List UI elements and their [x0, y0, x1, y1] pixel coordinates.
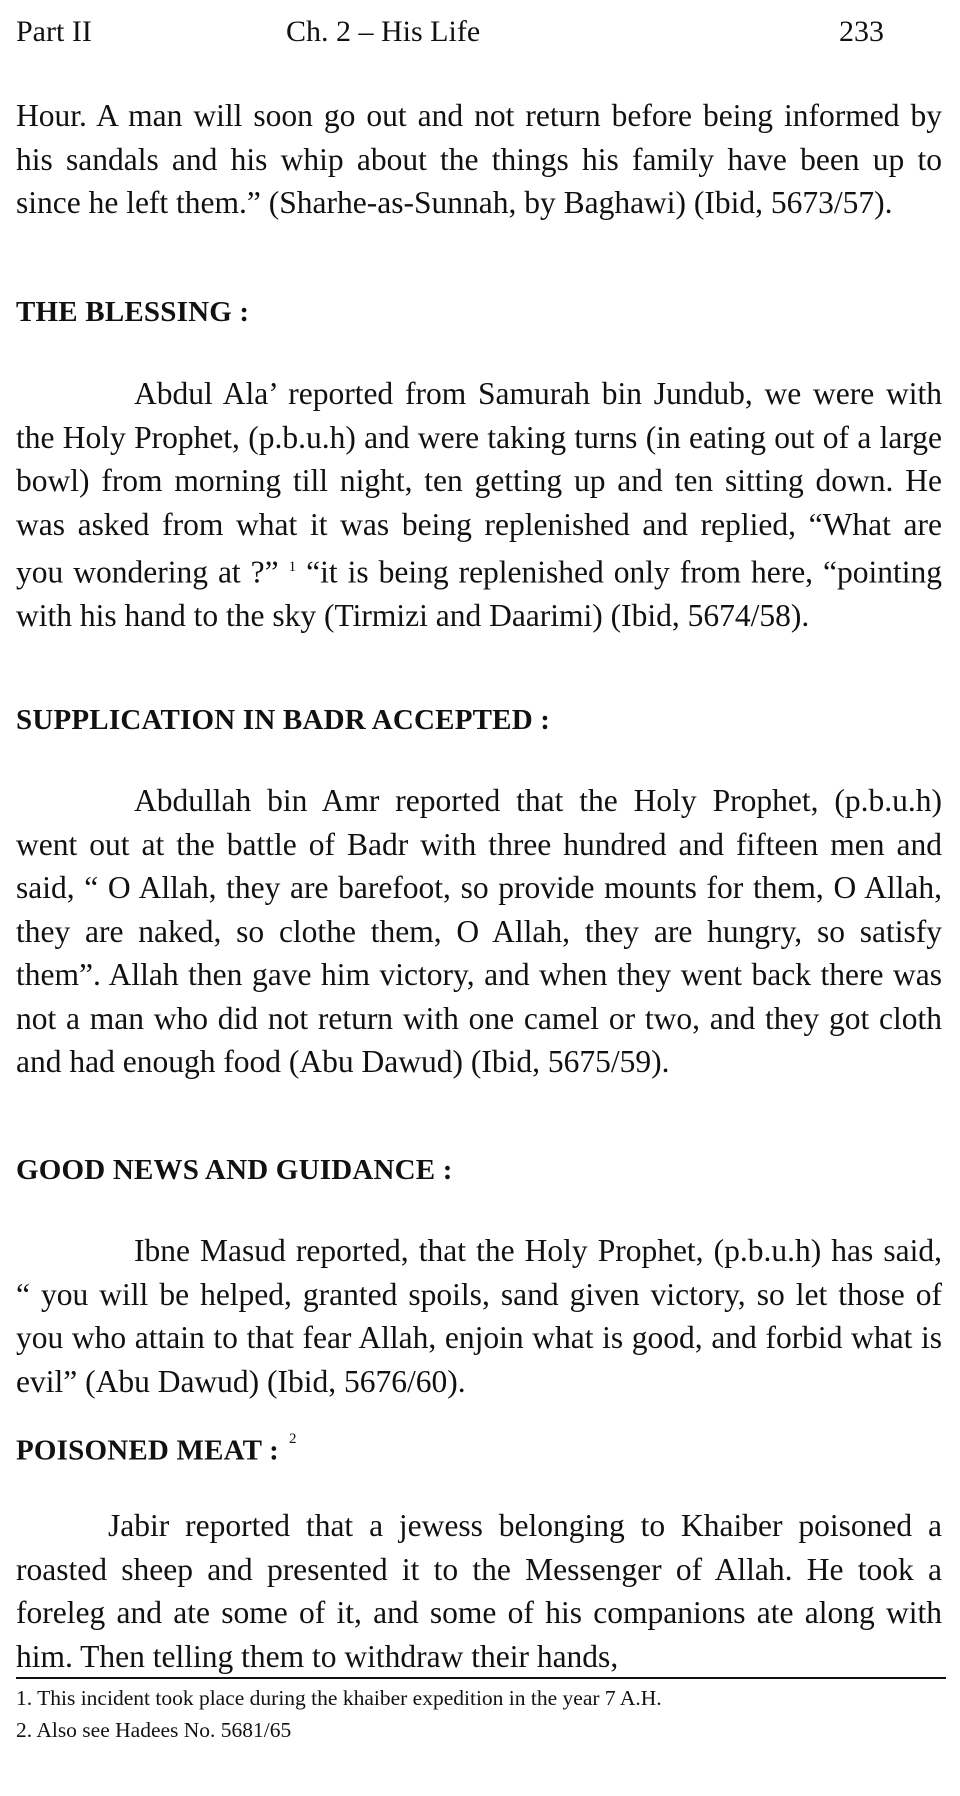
intro-paragraph: Hour. A man will soon go out and not return before being informed by his sandals and his whip about the things his family have been up to since he left them.” (Sharhe-as-Sunnah, by Baghawi) (Ibid, 5673/57). [16, 98, 942, 220]
section-heading-blessing: THE BLESSING : [16, 296, 250, 328]
heading-text: POISONED MEAT : [16, 1434, 279, 1467]
section-paragraph-good-news: Ibne Masud reported, that the Holy Prophet, (p.b.u.h) has said, “ you will be helped, granted spoils, sand given victory, so let those of you who attain to that fear Allah, enjoin what is good, and forbid what is evil” (Abu Dawud) (Ibid, 5676/60). [16, 1233, 942, 1399]
section-paragraph-badr: Abdullah bin Amr reported that the Holy Prophet, (p.b.u.h) went out at the battle of Badr with three hundred and fifteen men and said, “ O Allah, they are barefoot, so provide mounts for them, O Allah, they are naked, so clothe them, O Allah, they are hungry, so satisfy them”. Allah then gave him victory, and when they went back there was not a man who did not return with one camel or two, and they got cloth and had enough food (Abu Dawud) (Ibid, 5675/59). [16, 783, 942, 1079]
page-number: 233 [839, 15, 884, 48]
section-heading-good-news: GOOD NEWS AND GUIDANCE : [16, 1154, 453, 1186]
footnote-ref: 2 [288, 1431, 297, 1447]
footnote-2: 2. Also see Hadees No. 5681/65 [16, 1718, 292, 1742]
section-paragraph-poisoned-meat: Jabir reported that a jewess belonging to Khaiber poisoned a roasted sheep and presented it to the Messenger of Allah. He took a foreleg and ate some of it, and some of his companions ate along with him. Then telling them to withdraw their hands, [16, 1508, 942, 1674]
paragraph-text: “it is being replenished only from here, “pointing with his hand to the sky (Tirmizi and Daarimi) (Ibid, 5674/58). [16, 554, 943, 633]
footnote-ref: 1 [288, 559, 297, 575]
chapter-title: Ch. 2 – His Life [286, 15, 481, 48]
footnote-1: 1. This incident took place during the khaiber expedition in the year 7 A.H. [16, 1686, 662, 1710]
section-paragraph-blessing [16, 372, 942, 638]
section-heading-badr: SUPPLICATION IN BADR ACCEPTED : [16, 704, 551, 736]
section-heading-poisoned-meat [16, 1425, 297, 1471]
paragraph-text: Abdul Ala’ reported from Samurah bin Jundub, we were with the Holy Prophet, (p.b.u.h) and were taking turns (in eating out of a large bowl) from morning till night, ten getting up and ten sitting down. He was asked from what it was being replenished and replied, “What are you wondering at ?” [16, 376, 942, 590]
footnote-divider [16, 1677, 946, 1679]
running-header [16, 10, 884, 54]
part-label: Part II [16, 15, 92, 48]
